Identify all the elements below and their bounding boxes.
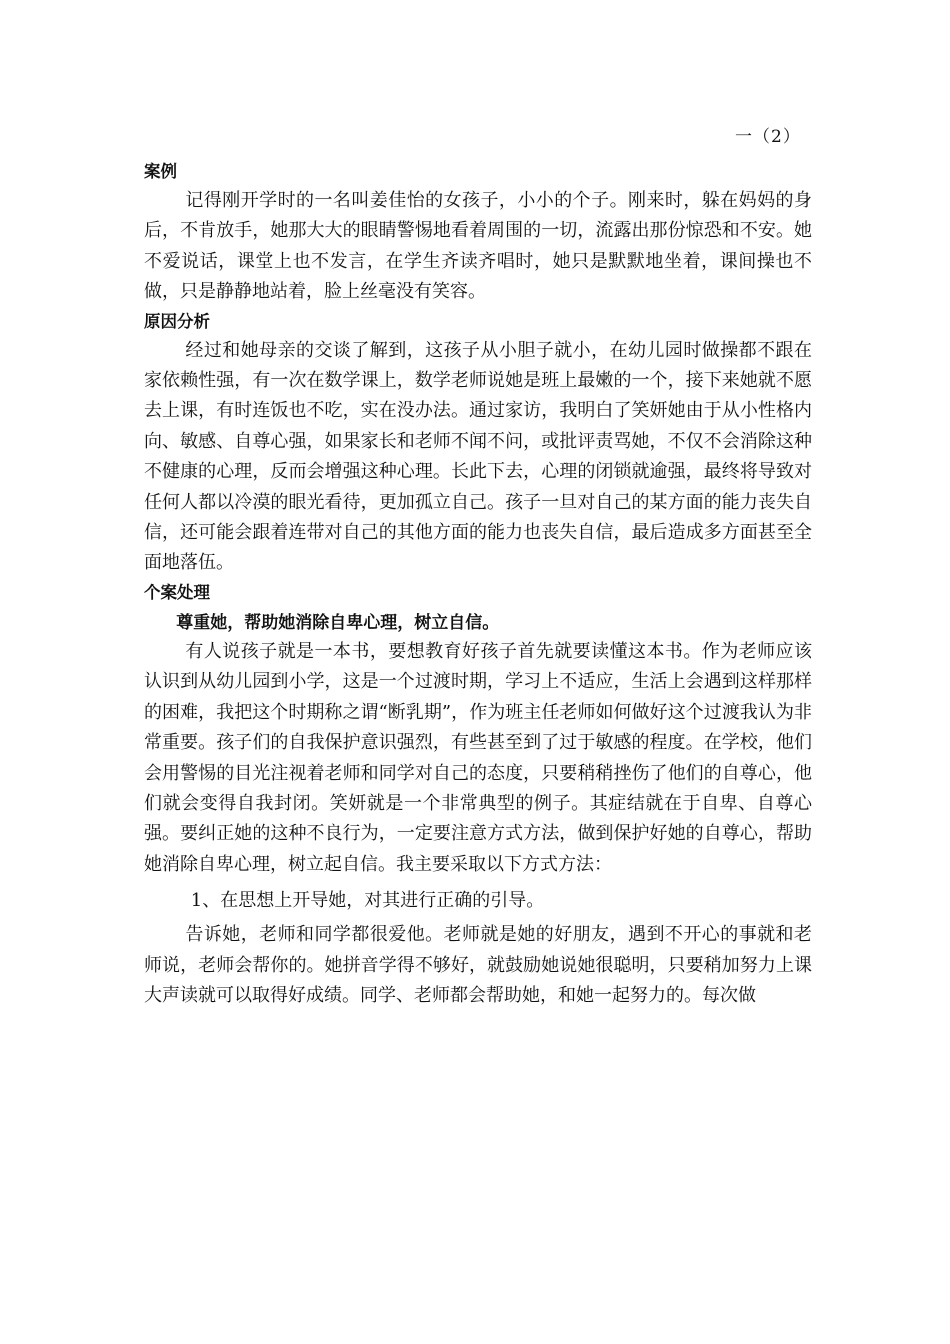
handling-paragraph-1: 有人说孩子就是一本书，要想教育好孩子首先就要读懂这本书。作为老师应该认识到从幼儿园到小学，这是一个过渡时期，学习上不适应，生活上会遇到这样那样的困难，我把这个时期称之谓“断乳期”，作为班主任老师如何做好这个过渡我认为非常重要。孩子们的自我保护意识强烈，有些甚至到了过于敏感的程度。在学校，他们会用警惕的目光注视着老师和同学对自己的态度，只要稍稍挫伤了他们的自尊心，他们就会变得自我封闭。笑妍就是一个非常典型的例子。其症结就在于自卑、自尊心强。要纠正她的这种不良行为，一定要注意方式方法，做到保护好她的自尊心，帮助她消除自卑心理，树立起自信。我主要采取以下方式方法： (144, 640, 812, 875)
analysis-paragraph: 经过和她母亲的交谈了解到，这孩子从小胆子就小，在幼儿园时做操都不跟在家依赖性强，有一次在数学课上，数学老师说她是班上最嫩的一个，接下来她就不愿去上课，有时连饭也不吃，实在没办法。通过家访，我明白了笑妍她由于从小性格内向、敏感、自尊心强，如果家长和老师不闻不问，或批评责骂她，不仅不会消除这种不健康的心理，反而会增强这种心理。长此下去，心理的闭锁就逾强，最终将导致对任何人都以冷漠的眼光看待，更加孤立自己。孩子一旦对自己的某方面的能力丧失自信，还可能会跟着连带对自己的其他方面的能力也丧失自信，最后造成多方面甚至全面地落伍。 (144, 339, 812, 574)
section-heading-analysis: 原因分析 (144, 311, 210, 331)
section-heading-case: 案例 (144, 162, 177, 181)
case-paragraph: 记得刚开学时的一名叫姜佳怡的女孩子，小小的个子。刚来时，躲在妈妈的身后，不肯放手，她那大大的眼睛警惕地看着周围的一切，流露出那份惊恐和不安。她不爱说话，课堂上也不发言，在学生齐读齐唱时，她只是默默地坐着，课间操也不做，只是静静地站着，脸上丝毫没有笑容。 (144, 190, 812, 303)
class-label: 一（2） (735, 127, 801, 147)
handling-paragraph-2: 告诉她，老师和同学都很爱他。老师就是她的好朋友，遇到不开心的事就和老师说，老师会帮你的。她拼音学得不够好，就鼓励她说她很聪明，只要稍加努力上课大声读就可以取得好成绩。同学、老师都会帮助她，和她一起努力的。每次做 (144, 924, 812, 1006)
section-heading-handling: 个案处理 (144, 582, 210, 602)
handling-subheading: 尊重她，帮助她消除自卑心理，树立自信。 (176, 612, 500, 633)
method-item-1: 1、在思想上开导她，对其进行正确的引导。 (190, 890, 545, 912)
document-body (144, 158, 812, 1011)
